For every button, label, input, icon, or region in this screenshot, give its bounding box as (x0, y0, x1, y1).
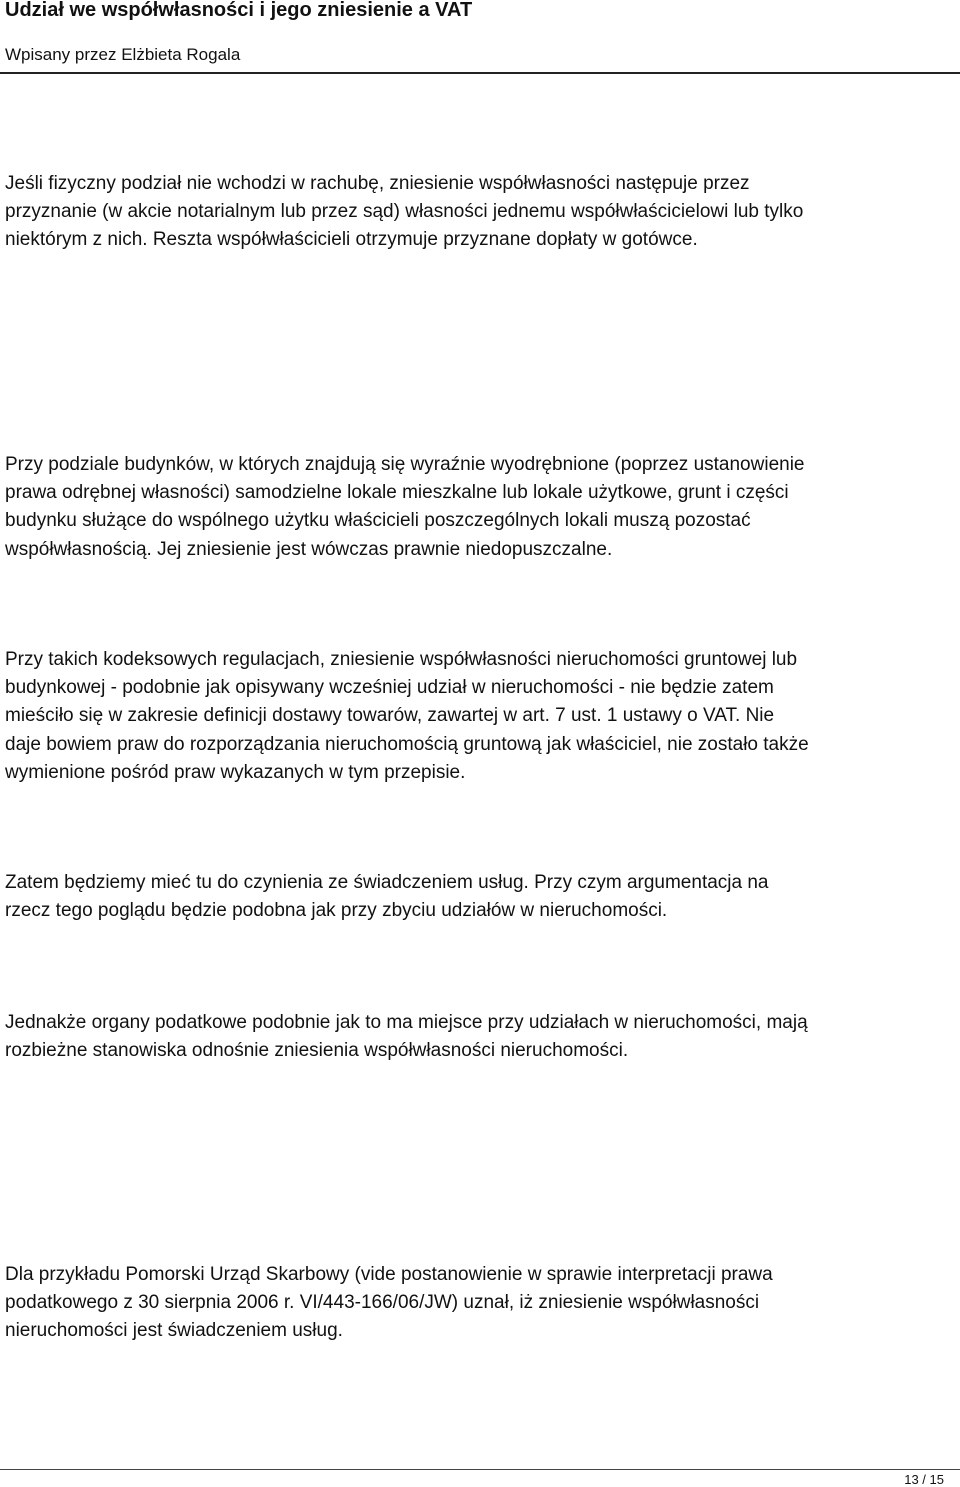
footer-divider (0, 1469, 960, 1470)
paragraph-line: Jednakże organy podatkowe podobnie jak to ma miejsce przy udziałach w nieruchomości, mają (5, 1012, 808, 1033)
paragraph-line: nieruchomości jest świadczeniem usług. (5, 1320, 343, 1342)
paragraph-line: przyznanie (w akcie notarialnym lub przez sąd) własności jednemu współwłaścicielowi lub tylko (5, 201, 804, 223)
paragraph-line: budynkowej - podobnie jak opisywany wcześniej udział w nieruchomości - nie będzie zatem (5, 677, 774, 699)
paragraph-5 (5, 1009, 955, 1065)
page-title: Udział we współwłasności i jego zniesienie a VAT (5, 0, 473, 21)
paragraph-line: Dla przykładu Pomorski Urząd Skarbowy (vide postanowienie w sprawie interpretacji prawa (5, 1264, 773, 1285)
author-byline: Wpisany przez Elżbieta Rogala (5, 45, 241, 64)
paragraph-1 (5, 170, 955, 255)
paragraph-line: mieściło się w zakresie definicji dostawy towarów, zawartej w art. 7 ust. 1 ustawy o VAT. Nie (5, 705, 775, 727)
paragraph-line: rzecz tego poglądu będzie podobna jak przy zbyciu udziałów w nieruchomości. (5, 900, 668, 922)
paragraph-line: Przy takich kodeksowych regulacjach, zniesienie współwłasności nieruchomości gruntowej lub (5, 649, 798, 670)
paragraph-line: Zatem będziemy mieć tu do czynienia ze świadczeniem usług. Przy czym argumentacja na (5, 872, 769, 893)
paragraph-line: prawa odrębnej własności) samodzielne lokale mieszkalne lub lokale użytkowe, grunt i części (5, 482, 789, 504)
paragraph-2 (5, 451, 955, 564)
paragraph-line: współwłasnością. Jej zniesienie jest wówczas prawnie niedopuszczalne. (5, 538, 613, 560)
paragraph-line: budynku służące do wspólnego użytku właścicieli poszczególnych lokali muszą pozostać (5, 510, 751, 532)
paragraph-line: rozbieżne stanowiska odnośnie zniesienia współwłasności nieruchomości. (5, 1040, 629, 1062)
paragraph-line: wymienione pośród praw wykazanych w tym przepisie. (5, 761, 466, 783)
paragraph-6 (5, 1261, 955, 1346)
paragraph-line: daje bowiem praw do rozporządzania nieruchomością gruntową jak właściciel, nie zostało także (5, 733, 809, 755)
header-divider (0, 72, 960, 74)
paragraph-line: Przy podziale budynków, w których znajdują się wyraźnie wyodrębnione (poprzez ustanowienie (5, 454, 805, 475)
paragraph-4 (5, 869, 955, 925)
paragraph-3 (5, 646, 955, 787)
paragraph-line: niektórym z nich. Reszta współwłaścicieli otrzymuje przyznane dopłaty w gotówce. (5, 229, 698, 251)
paragraph-line: podatkowego z 30 sierpnia 2006 r. VI/443-166/06/JW) uznał, iż zniesienie współwłasności (5, 1292, 760, 1314)
page-number: 13 / 15 (904, 1472, 944, 1487)
paragraph-line: Jeśli fizyczny podział nie wchodzi w rachubę, zniesienie współwłasności następuje przez (5, 173, 750, 194)
